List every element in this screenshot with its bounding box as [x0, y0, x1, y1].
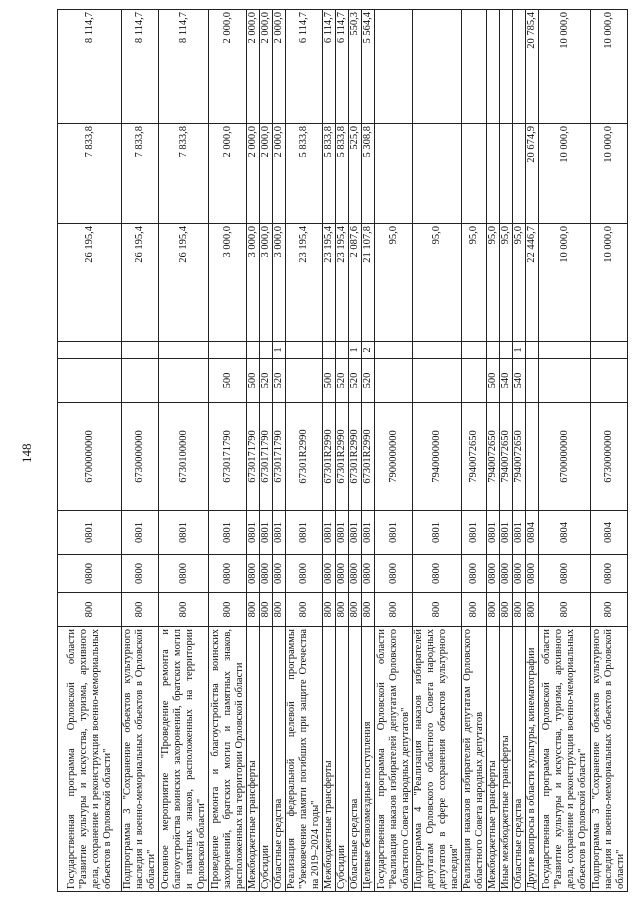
table-row [413, 10, 462, 892]
section-code-cell: 0800 [286, 555, 323, 593]
amount-year-2-cell [500, 124, 513, 224]
amount-year-2-cell [462, 124, 487, 224]
section-code-cell: 0800 [349, 555, 362, 593]
subsection-code-cell: 0801 [273, 511, 286, 555]
expense-type-cell: 540 [500, 359, 513, 403]
item-name-cell: Реализация федеральной целевой программы "Увековечение памяти погибших при защите Отечества на 2019–2024 годы" [286, 627, 323, 892]
amount-year-3-cell: 6 114,7 [286, 10, 323, 124]
target-article-cell: 6730100000 [159, 403, 209, 511]
table-row [362, 10, 375, 892]
table-row [273, 10, 286, 892]
ministry-code-cell: 800 [487, 593, 500, 627]
target-article-cell: 7940072650 [513, 403, 526, 511]
target-article-cell: 7940072650 [462, 403, 487, 511]
funding-source-cell [375, 342, 413, 359]
item-name-cell: Подпрограмма 4 "Реализация наказов избирателей депутатам Орловского областного Совета народных депутатов в сфере сохранения объектов культурного наследия" [413, 627, 462, 892]
item-name-cell: Подпрограмма 3 "Сохранение объектов культурного наследия и военно-мемориальных объектов в Орловской области" [122, 627, 159, 892]
table-row [209, 10, 247, 892]
amount-year-2-cell: 5 833,8 [323, 124, 336, 224]
target-article-cell: 7940072650 [487, 403, 500, 511]
section-code-cell: 0800 [500, 555, 513, 593]
expense-type-cell: 520 [273, 359, 286, 403]
target-article-cell: 7940072650 [500, 403, 513, 511]
expense-type-cell: 520 [336, 359, 349, 403]
section-code-cell: 0800 [539, 555, 591, 593]
amount-year-2-cell: 2 000,0 [247, 124, 260, 224]
amount-year-2-cell: 10 000,0 [591, 124, 628, 224]
section-code-cell: 0800 [323, 555, 336, 593]
table-row [260, 10, 273, 892]
subsection-code-cell: 0801 [209, 511, 247, 555]
amount-year-3-cell: 5 564,4 [362, 10, 375, 124]
amount-year-1-cell: 26 195,4 [122, 224, 159, 342]
section-code-cell: 0800 [247, 555, 260, 593]
target-article-cell: 67301R2990 [323, 403, 336, 511]
budget-table-body [58, 10, 628, 892]
subsection-code-cell: 0801 [500, 511, 513, 555]
section-code-cell: 0800 [591, 555, 628, 593]
amount-year-3-cell [375, 10, 413, 124]
amount-year-3-cell: 10 000,0 [539, 10, 591, 124]
section-code-cell: 0800 [273, 555, 286, 593]
table-row [526, 10, 539, 892]
amount-year-3-cell [500, 10, 513, 124]
item-name-cell: Межбюджетные трансферты [487, 627, 500, 892]
section-code-cell: 0800 [462, 555, 487, 593]
amount-year-1-cell: 95,0 [413, 224, 462, 342]
expense-type-cell: 500 [487, 359, 500, 403]
amount-year-3-cell: 6 114,7 [323, 10, 336, 124]
funding-source-cell: 1 [273, 342, 286, 359]
target-article-cell: 6730171790 [273, 403, 286, 511]
amount-year-1-cell: 3 000,0 [209, 224, 247, 342]
amount-year-2-cell: 2 000,0 [273, 124, 286, 224]
target-article-cell [526, 403, 539, 511]
subsection-code-cell: 0804 [591, 511, 628, 555]
amount-year-2-cell: 2 000,0 [260, 124, 273, 224]
expense-type-cell [375, 359, 413, 403]
amount-year-2-cell [487, 124, 500, 224]
amount-year-3-cell [462, 10, 487, 124]
ministry-code-cell: 800 [375, 593, 413, 627]
funding-source-cell [58, 342, 122, 359]
item-name-cell: Субсидии [260, 627, 273, 892]
amount-year-1-cell: 95,0 [500, 224, 513, 342]
funding-source-cell [323, 342, 336, 359]
target-article-cell: 67301R2990 [286, 403, 323, 511]
target-article-cell: 6700000000 [539, 403, 591, 511]
amount-year-2-cell [375, 124, 413, 224]
amount-year-1-cell: 23 195,4 [336, 224, 349, 342]
target-article-cell: 7940000000 [413, 403, 462, 511]
funding-source-cell: 1 [349, 342, 362, 359]
funding-source-cell [591, 342, 628, 359]
subsection-code-cell: 0801 [513, 511, 526, 555]
table-row [513, 10, 526, 892]
amount-year-1-cell: 3 000,0 [247, 224, 260, 342]
amount-year-2-cell: 525,0 [349, 124, 362, 224]
section-code-cell: 0800 [122, 555, 159, 593]
subsection-code-cell: 0801 [58, 511, 122, 555]
table-row [591, 10, 628, 892]
item-name-cell: Государственная программа Орловской области "Развитие культуры и искусства, туризма, архивного дела, сохранение и реконструкция военно-мемориальных объектов в Орловской области" [539, 627, 591, 892]
funding-source-cell [286, 342, 323, 359]
ministry-code-cell: 800 [349, 593, 362, 627]
amount-year-3-cell: 6 114,7 [336, 10, 349, 124]
section-code-cell: 0800 [413, 555, 462, 593]
item-name-cell: Проведение ремонта и благоустройства воинских захоронений, братских могил и памятных знаков, расположенных на территории Орловской области [209, 627, 247, 892]
table-row [247, 10, 260, 892]
ministry-code-cell: 800 [526, 593, 539, 627]
amount-year-2-cell: 10 000,0 [539, 124, 591, 224]
amount-year-1-cell: 23 195,4 [286, 224, 323, 342]
budget-table-wrapper [57, 10, 626, 892]
expense-type-cell: 540 [513, 359, 526, 403]
section-code-cell: 0800 [260, 555, 273, 593]
expense-type-cell [58, 359, 122, 403]
item-name-cell: Межбюджетные трансферты [247, 627, 260, 892]
funding-source-cell [526, 342, 539, 359]
subsection-code-cell: 0801 [122, 511, 159, 555]
section-code-cell: 0800 [58, 555, 122, 593]
amount-year-1-cell: 95,0 [462, 224, 487, 342]
target-article-cell: 67301R2990 [349, 403, 362, 511]
target-article-cell: 6730000000 [122, 403, 159, 511]
funding-source-cell [247, 342, 260, 359]
item-name-cell: Подпрограмма 3 "Сохранение объектов культурного наследия и военно-мемориальных объектов в Орловской области" [591, 627, 628, 892]
amount-year-1-cell: 10 000,0 [539, 224, 591, 342]
funding-source-cell [159, 342, 209, 359]
section-code-cell: 0800 [487, 555, 500, 593]
amount-year-2-cell: 5 833,8 [336, 124, 349, 224]
ministry-code-cell: 800 [159, 593, 209, 627]
ministry-code-cell: 800 [591, 593, 628, 627]
item-name-cell: Межбюджетные трансферты [323, 627, 336, 892]
expense-type-cell: 500 [323, 359, 336, 403]
ministry-code-cell: 800 [58, 593, 122, 627]
subsection-code-cell: 0801 [462, 511, 487, 555]
table-row [159, 10, 209, 892]
amount-year-2-cell: 20 674,9 [526, 124, 539, 224]
expense-type-cell: 520 [260, 359, 273, 403]
expense-type-cell [413, 359, 462, 403]
target-article-cell: 67301R2990 [362, 403, 375, 511]
amount-year-1-cell: 3 000,0 [273, 224, 286, 342]
item-name-cell: Областные средства [513, 627, 526, 892]
table-row [500, 10, 513, 892]
item-name-cell: Государственная программа Орловской области "Развитие культуры и искусства, туризма, архивного дела, сохранение и реконструкция военно-мемориальных объектов в Орловской области" [58, 627, 122, 892]
expense-type-cell [526, 359, 539, 403]
subsection-code-cell: 0804 [526, 511, 539, 555]
subsection-code-cell: 0801 [487, 511, 500, 555]
funding-source-cell [462, 342, 487, 359]
funding-source-cell [500, 342, 513, 359]
amount-year-1-cell: 23 195,4 [323, 224, 336, 342]
amount-year-3-cell: 2 000,0 [260, 10, 273, 124]
amount-year-3-cell: 2 000,0 [247, 10, 260, 124]
amount-year-2-cell: 5 308,8 [362, 124, 375, 224]
ministry-code-cell: 800 [413, 593, 462, 627]
funding-source-cell [122, 342, 159, 359]
subsection-code-cell: 0801 [413, 511, 462, 555]
item-name-cell: Областные средства [273, 627, 286, 892]
ministry-code-cell: 800 [513, 593, 526, 627]
funding-source-cell [209, 342, 247, 359]
amount-year-3-cell [487, 10, 500, 124]
ministry-code-cell: 800 [209, 593, 247, 627]
section-code-cell: 0800 [526, 555, 539, 593]
table-row [323, 10, 336, 892]
expense-type-cell: 500 [209, 359, 247, 403]
amount-year-3-cell: 8 114,7 [58, 10, 122, 124]
funding-source-cell [487, 342, 500, 359]
amount-year-1-cell: 95,0 [375, 224, 413, 342]
item-name-cell: Иные межбюджетные трансферты [500, 627, 513, 892]
amount-year-1-cell: 22 446,7 [526, 224, 539, 342]
amount-year-1-cell: 95,0 [487, 224, 500, 342]
ministry-code-cell: 800 [122, 593, 159, 627]
page-number: 148 [19, 443, 34, 463]
item-name-cell: Целевые безвозмездные поступления [362, 627, 375, 892]
target-article-cell: 6730171790 [260, 403, 273, 511]
expense-type-cell [591, 359, 628, 403]
subsection-code-cell: 0801 [375, 511, 413, 555]
table-row [58, 10, 122, 892]
amount-year-1-cell: 26 195,4 [159, 224, 209, 342]
amount-year-3-cell: 8 114,7 [159, 10, 209, 124]
section-code-cell: 0800 [362, 555, 375, 593]
expense-type-cell [159, 359, 209, 403]
item-name-cell: Основное мероприятие "Проведение ремонта и благоустройства воинских захоронений, братских могил и памятных знаков, расположенных на территории Орловской области" [159, 627, 209, 892]
table-row [375, 10, 413, 892]
target-article-cell: 6700000000 [58, 403, 122, 511]
subsection-code-cell: 0801 [323, 511, 336, 555]
expense-type-cell [462, 359, 487, 403]
expense-type-cell: 520 [349, 359, 362, 403]
section-code-cell: 0800 [336, 555, 349, 593]
subsection-code-cell: 0801 [349, 511, 362, 555]
amount-year-3-cell: 20 785,4 [526, 10, 539, 124]
amount-year-2-cell: 7 833,8 [122, 124, 159, 224]
subsection-code-cell: 0801 [247, 511, 260, 555]
item-name-cell: Реализация наказов избирателей депутатам Орловского областного Совета народных депутатов [462, 627, 487, 892]
table-row [122, 10, 159, 892]
amount-year-2-cell: 2 000,0 [209, 124, 247, 224]
table-row [336, 10, 349, 892]
target-article-cell: 7900000000 [375, 403, 413, 511]
item-name-cell: Областные средства [349, 627, 362, 892]
subsection-code-cell: 0801 [159, 511, 209, 555]
ministry-code-cell: 800 [362, 593, 375, 627]
amount-year-1-cell: 2 087,6 [349, 224, 362, 342]
section-code-cell: 0800 [159, 555, 209, 593]
subsection-code-cell: 0801 [260, 511, 273, 555]
amount-year-1-cell: 3 000,0 [260, 224, 273, 342]
funding-source-cell: 2 [362, 342, 375, 359]
table-row [462, 10, 487, 892]
amount-year-1-cell: 21 107,8 [362, 224, 375, 342]
amount-year-1-cell: 95,0 [513, 224, 526, 342]
funding-source-cell [336, 342, 349, 359]
ministry-code-cell: 800 [462, 593, 487, 627]
funding-source-cell: 1 [513, 342, 526, 359]
target-article-cell: 6730000000 [591, 403, 628, 511]
amount-year-3-cell: 2 000,0 [209, 10, 247, 124]
rotated-page-area [57, 10, 626, 892]
amount-year-2-cell [513, 124, 526, 224]
ministry-code-cell: 800 [539, 593, 591, 627]
subsection-code-cell: 0804 [539, 511, 591, 555]
amount-year-1-cell: 10 000,0 [591, 224, 628, 342]
table-row [539, 10, 591, 892]
section-code-cell: 0800 [513, 555, 526, 593]
item-name-cell: Субсидии [336, 627, 349, 892]
item-name-cell: Другие вопросы в области культуры, кинематографии [526, 627, 539, 892]
ministry-code-cell: 800 [247, 593, 260, 627]
amount-year-3-cell [513, 10, 526, 124]
expense-type-cell [122, 359, 159, 403]
funding-source-cell [260, 342, 273, 359]
budget-table [57, 9, 628, 892]
amount-year-2-cell: 7 833,8 [58, 124, 122, 224]
expense-type-cell: 500 [247, 359, 260, 403]
target-article-cell: 6730171790 [247, 403, 260, 511]
amount-year-3-cell: 10 000,0 [591, 10, 628, 124]
amount-year-3-cell: 2 000,0 [273, 10, 286, 124]
amount-year-3-cell: 8 114,7 [122, 10, 159, 124]
ministry-code-cell: 800 [500, 593, 513, 627]
expense-type-cell: 520 [362, 359, 375, 403]
funding-source-cell [413, 342, 462, 359]
ministry-code-cell: 800 [323, 593, 336, 627]
ministry-code-cell: 800 [286, 593, 323, 627]
item-name-cell: Государственная программа Орловской области "Реализация наказов избирателей депутатам Орловского областного Совета народных депутатов" [375, 627, 413, 892]
section-code-cell: 0800 [375, 555, 413, 593]
subsection-code-cell: 0801 [336, 511, 349, 555]
amount-year-3-cell [413, 10, 462, 124]
amount-year-1-cell: 26 195,4 [58, 224, 122, 342]
table-row [487, 10, 500, 892]
ministry-code-cell: 800 [260, 593, 273, 627]
ministry-code-cell: 800 [273, 593, 286, 627]
subsection-code-cell: 0801 [362, 511, 375, 555]
amount-year-2-cell [413, 124, 462, 224]
expense-type-cell [286, 359, 323, 403]
table-row [286, 10, 323, 892]
amount-year-2-cell: 5 833,8 [286, 124, 323, 224]
section-code-cell: 0800 [209, 555, 247, 593]
amount-year-2-cell: 7 833,8 [159, 124, 209, 224]
subsection-code-cell: 0801 [286, 511, 323, 555]
amount-year-3-cell: 550,3 [349, 10, 362, 124]
target-article-cell: 6730171790 [209, 403, 247, 511]
funding-source-cell [539, 342, 591, 359]
table-row [349, 10, 362, 892]
ministry-code-cell: 800 [336, 593, 349, 627]
target-article-cell: 67301R2990 [336, 403, 349, 511]
expense-type-cell [539, 359, 591, 403]
